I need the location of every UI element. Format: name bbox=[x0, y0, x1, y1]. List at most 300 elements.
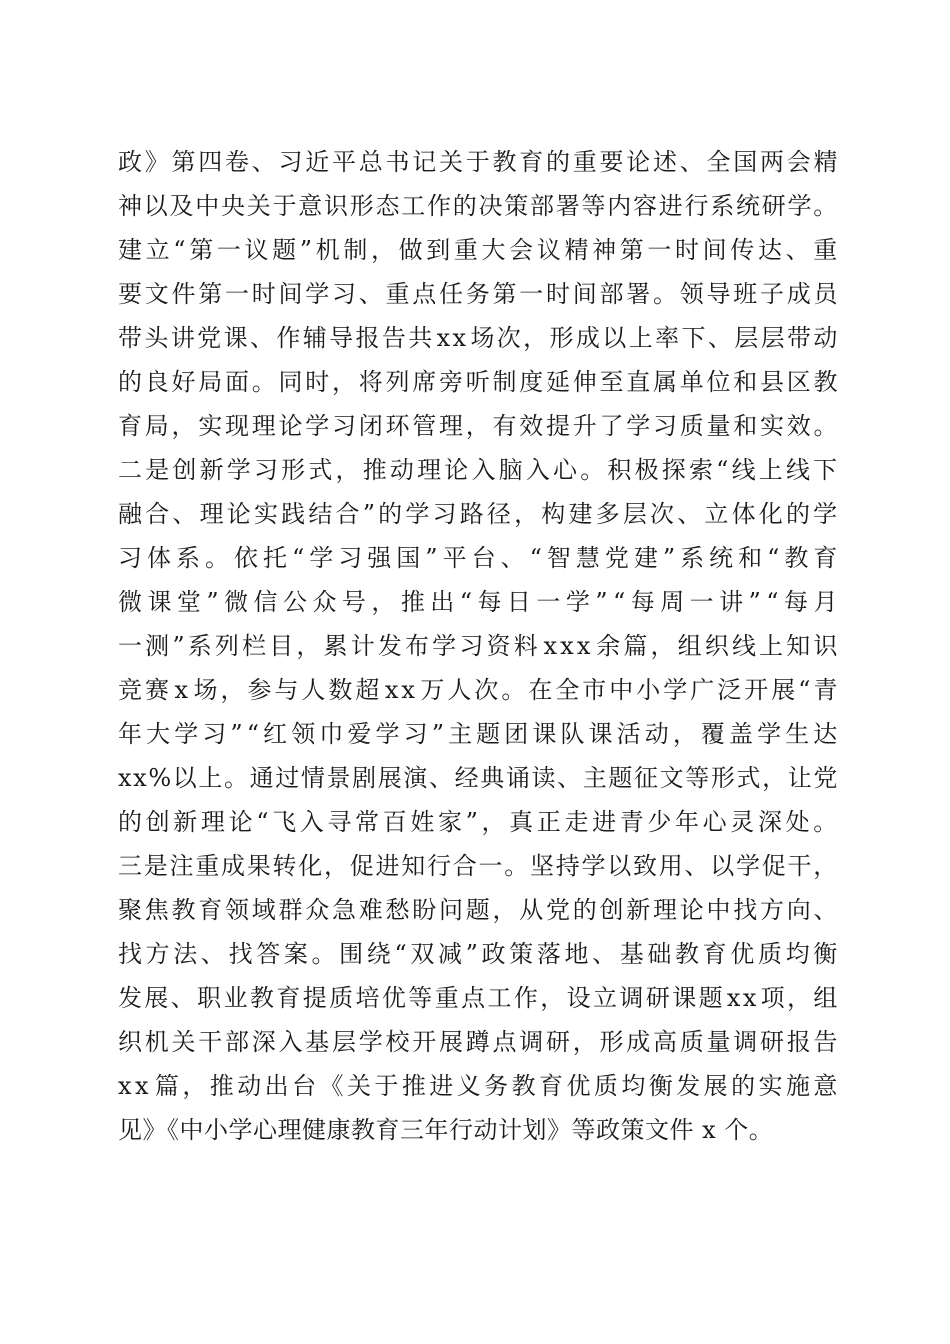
text-char: 导 bbox=[329, 324, 354, 352]
text-char: 教 bbox=[675, 940, 700, 968]
text-char: 学 bbox=[375, 720, 400, 748]
text-char: 量 bbox=[706, 1028, 731, 1056]
text-char: 的 bbox=[731, 1072, 756, 1100]
text-char: 双 bbox=[410, 940, 435, 968]
text-char: 识 bbox=[324, 192, 349, 220]
text-char: 第 bbox=[171, 148, 196, 176]
text-char: 一 bbox=[118, 632, 143, 660]
text-char: 索 bbox=[688, 456, 714, 484]
text-char: 动 bbox=[389, 456, 415, 484]
text-char: 大 bbox=[481, 236, 507, 264]
text-char: 育 bbox=[276, 984, 301, 1012]
text-char: 进 bbox=[375, 852, 400, 880]
text-char: 质 bbox=[679, 412, 705, 440]
text-char: 署 bbox=[555, 192, 581, 220]
text-char: x bbox=[436, 324, 451, 352]
text-char: 系 bbox=[710, 192, 735, 220]
text-char: 用 bbox=[658, 852, 684, 880]
text-char: 化 bbox=[298, 852, 323, 880]
text-char: 员 bbox=[813, 280, 838, 308]
text-char: 习 bbox=[403, 720, 429, 748]
text-char: 卷 bbox=[225, 148, 250, 176]
text-char: 减 bbox=[437, 940, 463, 968]
text-char: 入 bbox=[299, 808, 325, 836]
text-char: 义 bbox=[456, 1072, 482, 1100]
text-char: 合 bbox=[452, 852, 478, 880]
text-char: 政 bbox=[481, 940, 507, 968]
text-char: 地 bbox=[564, 940, 589, 968]
text-char: 转 bbox=[272, 852, 297, 880]
text-char: 少 bbox=[647, 808, 672, 836]
text-char: 经 bbox=[454, 764, 480, 792]
text-line bbox=[118, 932, 838, 976]
text-char: 次 bbox=[474, 676, 499, 704]
text-char: 下 bbox=[681, 324, 706, 352]
text-char: 讲 bbox=[170, 324, 196, 352]
text-char: 景 bbox=[326, 764, 352, 792]
text-char: 等 bbox=[581, 192, 606, 220]
text-char: 、 bbox=[677, 500, 702, 528]
text-char: 理 bbox=[199, 500, 225, 528]
text-char: 入 bbox=[278, 1028, 303, 1056]
text-char: 、 bbox=[429, 764, 454, 792]
text-char: 时 bbox=[675, 236, 700, 264]
text-char: 论 bbox=[278, 412, 303, 440]
text-char: 题 bbox=[465, 896, 491, 924]
text-char: ， bbox=[762, 764, 787, 792]
text-char: 告 bbox=[381, 324, 407, 352]
text-char: 政 bbox=[118, 148, 143, 176]
text-char: 习 bbox=[332, 412, 357, 440]
text-char: 中 bbox=[706, 896, 731, 924]
text-char: “ bbox=[173, 236, 187, 264]
text-char: 优 bbox=[566, 1072, 591, 1100]
text-char: ” bbox=[206, 588, 220, 616]
text-char: 践 bbox=[281, 500, 306, 528]
text-char: 教 bbox=[511, 1072, 537, 1100]
text-char: 的 bbox=[118, 368, 143, 396]
text-char: ” bbox=[662, 544, 676, 572]
text-char: 作 bbox=[276, 324, 301, 352]
text-char: 理 bbox=[653, 896, 678, 924]
text-char: 学 bbox=[581, 852, 606, 880]
text-char: 、 bbox=[785, 236, 811, 264]
text-char: 调 bbox=[733, 1028, 758, 1056]
text-char: 台 bbox=[471, 544, 497, 572]
text-char: 》 bbox=[144, 148, 170, 176]
text-char: 方 bbox=[760, 896, 785, 924]
text-char: 关 bbox=[439, 148, 464, 176]
text-char: 聚 bbox=[118, 896, 143, 924]
text-char: 论 bbox=[444, 456, 469, 484]
text-char: 教 bbox=[249, 984, 275, 1012]
text-char: x bbox=[118, 764, 133, 792]
text-char: 积 bbox=[607, 456, 632, 484]
text-char: 落 bbox=[536, 940, 562, 968]
text-char: 近 bbox=[305, 148, 330, 176]
text-char: 神 bbox=[118, 192, 143, 220]
text-line bbox=[118, 888, 838, 932]
text-char: 习 bbox=[459, 632, 484, 660]
text-char: 、 bbox=[172, 500, 197, 528]
text-char: x bbox=[401, 676, 416, 704]
text-char: 课 bbox=[223, 324, 249, 352]
text-char: 。 bbox=[504, 852, 529, 880]
text-char: 群 bbox=[278, 896, 303, 924]
text-char: 教 bbox=[492, 148, 517, 176]
text-char: 上 bbox=[198, 764, 223, 792]
text-char: 篇 bbox=[623, 632, 648, 660]
text-char: 进 bbox=[429, 1072, 454, 1100]
text-char: 强 bbox=[367, 544, 392, 572]
text-char: 从 bbox=[519, 896, 544, 924]
text-line: 见》《中小学心理健康教育三年行动计划》等政策文件 x 个。 bbox=[118, 1116, 774, 1144]
text-char: 促 bbox=[349, 852, 375, 880]
text-char: 大 bbox=[146, 720, 171, 748]
text-char: “ bbox=[798, 676, 811, 704]
text-line bbox=[118, 448, 838, 492]
text-char: 让 bbox=[787, 764, 813, 792]
text-char: 灵 bbox=[730, 808, 755, 836]
text-char: x bbox=[576, 632, 591, 660]
text-char: 达 bbox=[757, 236, 783, 264]
text-char: 出 bbox=[264, 1072, 290, 1100]
text-char: 展 bbox=[439, 1028, 464, 1056]
text-char: 领 bbox=[679, 280, 705, 308]
text-char: 和 bbox=[733, 368, 758, 396]
text-line bbox=[118, 140, 838, 184]
text-char: 融 bbox=[118, 500, 143, 528]
text-char: “ bbox=[613, 588, 626, 616]
text-char: 与 bbox=[274, 676, 299, 704]
text-char: 部 bbox=[599, 280, 624, 308]
text-char: 报 bbox=[786, 1028, 812, 1056]
text-char: 理 bbox=[439, 412, 464, 440]
text-char: 学 bbox=[305, 280, 330, 308]
text-char: x bbox=[384, 676, 399, 704]
text-char: 署 bbox=[626, 280, 651, 308]
text-char: ” bbox=[595, 588, 609, 616]
text-char: 述 bbox=[653, 148, 678, 176]
text-char: 行 bbox=[427, 852, 452, 880]
text-char: 项 bbox=[760, 984, 786, 1012]
text-char: 育 bbox=[519, 148, 544, 176]
text-char: 作 bbox=[513, 984, 539, 1012]
text-char: 子 bbox=[760, 280, 785, 308]
text-char: 托 bbox=[263, 544, 288, 572]
text-char: 的 bbox=[546, 148, 571, 176]
text-char: 构 bbox=[541, 500, 566, 528]
text-char: 公 bbox=[283, 588, 308, 616]
text-char: 习 bbox=[202, 720, 227, 748]
text-char: ， bbox=[465, 412, 491, 440]
text-char: 、 bbox=[249, 324, 275, 352]
text-char: “ bbox=[292, 544, 305, 572]
text-char: 调 bbox=[519, 1028, 544, 1056]
text-char: 以 bbox=[607, 852, 632, 880]
text-line bbox=[118, 536, 838, 580]
text-char: 径 bbox=[486, 500, 512, 528]
text-char: 学 bbox=[813, 500, 838, 528]
text-char: 依 bbox=[234, 544, 259, 572]
text-char: 脑 bbox=[498, 456, 524, 484]
text-char: 三 bbox=[118, 852, 143, 880]
text-char: 关 bbox=[171, 1028, 196, 1056]
text-char: 学 bbox=[565, 588, 591, 616]
text-char: 同 bbox=[278, 368, 303, 396]
text-char: 区 bbox=[786, 368, 812, 396]
text-char: 红 bbox=[263, 720, 288, 748]
text-char: 提 bbox=[302, 984, 328, 1012]
text-char: 征 bbox=[634, 764, 659, 792]
text-char: ， bbox=[332, 368, 357, 396]
text-char: 优 bbox=[730, 940, 755, 968]
text-char: x bbox=[742, 984, 757, 1012]
text-char: 统 bbox=[736, 192, 761, 220]
text-char: 青 bbox=[619, 808, 645, 836]
text-char: 上 bbox=[759, 632, 784, 660]
text-char: 深 bbox=[757, 808, 783, 836]
text-char: 体 bbox=[147, 544, 172, 572]
text-char: 系 bbox=[187, 632, 213, 660]
text-char: 场 bbox=[193, 676, 218, 704]
text-char: 等 bbox=[685, 764, 710, 792]
text-char: 效 bbox=[519, 412, 544, 440]
text-char: 党 bbox=[604, 544, 630, 572]
text-char: 带 bbox=[118, 324, 143, 352]
text-char: 重 bbox=[813, 236, 838, 264]
text-char: 、 bbox=[684, 852, 709, 880]
text-char: 。 bbox=[205, 544, 230, 572]
text-char: x bbox=[726, 984, 741, 1012]
text-char: “ bbox=[459, 588, 473, 616]
text-char: 施 bbox=[785, 1072, 811, 1100]
text-char: 点 bbox=[461, 984, 486, 1012]
text-char: 学 bbox=[309, 544, 334, 572]
text-char: 周 bbox=[660, 588, 685, 616]
text-char: 研 bbox=[760, 1028, 785, 1056]
text-char: 率 bbox=[655, 324, 680, 352]
text-char: 书 bbox=[385, 148, 410, 176]
text-char: 质 bbox=[679, 1028, 705, 1056]
text-char: 将 bbox=[358, 368, 384, 396]
text-char: 育 bbox=[539, 1072, 564, 1100]
text-char: 百 bbox=[382, 808, 408, 836]
text-char: 调 bbox=[619, 984, 644, 1012]
text-char: 一 bbox=[216, 236, 242, 264]
text-char: 果 bbox=[246, 852, 272, 880]
text-char: “ bbox=[766, 588, 780, 616]
text-line bbox=[118, 668, 838, 712]
text-char: ， bbox=[220, 676, 245, 704]
text-char: 式 bbox=[308, 456, 333, 484]
text-char: 上 bbox=[758, 456, 784, 484]
text-char: 于 bbox=[272, 192, 297, 220]
text-char: 竞 bbox=[118, 676, 143, 704]
text-char: 主 bbox=[448, 720, 473, 748]
text-char: 目 bbox=[269, 632, 294, 660]
text-char: 进 bbox=[658, 192, 684, 220]
text-char: 开 bbox=[744, 676, 769, 704]
text-char: 《 bbox=[319, 1072, 345, 1100]
text-char: 台 bbox=[292, 1072, 317, 1100]
text-char: 找 bbox=[118, 940, 143, 968]
text-char: 教 bbox=[784, 544, 809, 572]
text-char: 线 bbox=[731, 456, 757, 484]
text-char: 成 bbox=[786, 280, 812, 308]
text-char: 系 bbox=[680, 544, 705, 572]
text-char: 立 bbox=[704, 500, 729, 528]
text-char: 找 bbox=[733, 896, 758, 924]
text-char: 度 bbox=[519, 368, 544, 396]
text-line bbox=[118, 1020, 838, 1064]
text-char: 形 bbox=[349, 192, 375, 220]
text-char: 作 bbox=[427, 192, 452, 220]
text-char: 干 bbox=[198, 1028, 223, 1056]
text-char: 间 bbox=[278, 280, 303, 308]
text-char: 慧 bbox=[575, 544, 601, 572]
text-char: 高 bbox=[653, 1028, 678, 1056]
text-char: 重 bbox=[453, 236, 479, 264]
text-char: 议 bbox=[244, 236, 269, 264]
text-char: 课 bbox=[147, 588, 172, 616]
text-char: 飞 bbox=[272, 808, 297, 836]
text-char: 次 bbox=[650, 500, 675, 528]
text-char: 场 bbox=[470, 324, 495, 352]
text-char: 导 bbox=[706, 280, 731, 308]
text-char: 现 bbox=[225, 412, 250, 440]
text-char: 研 bbox=[546, 1028, 571, 1056]
text-char: 计 bbox=[350, 632, 376, 660]
text-char: 论 bbox=[228, 808, 254, 836]
text-char: 微 bbox=[224, 588, 249, 616]
text-char: 闭 bbox=[358, 412, 384, 440]
text-char: 展 bbox=[703, 1072, 729, 1100]
text-char: 覆 bbox=[700, 720, 726, 748]
text-char: 向 bbox=[786, 896, 812, 924]
text-char: 找 bbox=[228, 940, 254, 968]
text-char: x bbox=[174, 676, 189, 704]
text-char: 新 bbox=[626, 896, 651, 924]
text-char: 。 bbox=[501, 676, 526, 704]
text-char: 号 bbox=[341, 588, 367, 616]
text-char: 发 bbox=[377, 632, 403, 660]
text-char: 诵 bbox=[505, 764, 531, 792]
text-char: 正 bbox=[536, 808, 562, 836]
text-char: 展 bbox=[377, 764, 403, 792]
text-char: 题 bbox=[272, 236, 297, 264]
text-char: ” bbox=[465, 808, 479, 836]
text-char: 校 bbox=[385, 1028, 410, 1056]
text-line bbox=[118, 360, 838, 404]
text-char: 四 bbox=[198, 148, 223, 176]
text-char: 旁 bbox=[439, 368, 464, 396]
text-char: 人 bbox=[301, 676, 326, 704]
text-char: 过 bbox=[275, 764, 300, 792]
text-char: 众 bbox=[312, 588, 337, 616]
text-char: 设 bbox=[566, 984, 592, 1012]
text-char: 容 bbox=[633, 192, 658, 220]
text-char: ， bbox=[370, 236, 396, 264]
text-char: 育 bbox=[198, 896, 223, 924]
text-char: 习 bbox=[432, 500, 458, 528]
text-char: 教 bbox=[813, 368, 838, 396]
text-char: 务 bbox=[484, 1072, 509, 1100]
text-char: 关 bbox=[246, 192, 272, 220]
text-char: 要 bbox=[118, 280, 143, 308]
text-char: “ bbox=[394, 940, 408, 968]
text-char: 点 bbox=[492, 1028, 517, 1056]
text-char: 超 bbox=[355, 676, 380, 704]
text-char: 线 bbox=[731, 632, 757, 660]
text-char: 课 bbox=[588, 720, 614, 748]
text-char: x bbox=[560, 632, 575, 660]
text-char: 重 bbox=[434, 984, 460, 1012]
text-char: 列 bbox=[214, 632, 240, 660]
text-char: 推 bbox=[209, 1072, 235, 1100]
text-char: 础 bbox=[647, 940, 672, 968]
text-char: 入 bbox=[525, 456, 551, 484]
text-char: 等 bbox=[408, 984, 433, 1012]
text-char: 理 bbox=[200, 808, 226, 836]
text-line bbox=[118, 272, 838, 316]
text-char: ， bbox=[492, 896, 517, 924]
text-char: x bbox=[452, 324, 467, 352]
text-char: 每 bbox=[477, 588, 502, 616]
text-char: 下 bbox=[813, 456, 838, 484]
text-char: 线 bbox=[785, 456, 811, 484]
text-char: 第 bbox=[198, 280, 223, 308]
text-char: 合 bbox=[145, 500, 170, 528]
text-line bbox=[118, 492, 838, 536]
text-char: 神 bbox=[592, 236, 617, 264]
text-char: 衡 bbox=[648, 1072, 674, 1100]
text-char: 人 bbox=[447, 676, 472, 704]
text-char: 。 bbox=[653, 280, 678, 308]
text-char: 。 bbox=[311, 940, 336, 968]
text-char: 形 bbox=[710, 764, 736, 792]
text-char: 内 bbox=[607, 192, 632, 220]
text-char: 学 bbox=[405, 500, 430, 528]
text-char: ， bbox=[672, 720, 698, 748]
text-char: 的 bbox=[378, 500, 403, 528]
text-char: 习 bbox=[653, 412, 678, 440]
text-char: 化 bbox=[758, 500, 784, 528]
text-char: 题 bbox=[698, 984, 724, 1012]
text-char: 料 bbox=[513, 632, 539, 660]
text-char: 入 bbox=[471, 456, 496, 484]
text-char: 日 bbox=[506, 588, 532, 616]
text-char: 结 bbox=[308, 500, 333, 528]
text-char: 微 bbox=[118, 588, 143, 616]
text-char: 实 bbox=[758, 1072, 784, 1100]
text-char: 学 bbox=[432, 632, 457, 660]
text-char: 重 bbox=[572, 148, 598, 176]
text-char: 共 bbox=[408, 324, 433, 352]
text-char: 系 bbox=[176, 544, 201, 572]
text-char: 。 bbox=[813, 192, 838, 220]
text-line bbox=[118, 800, 838, 844]
text-char: 主 bbox=[582, 764, 608, 792]
text-char: 于 bbox=[374, 1072, 399, 1100]
text-char: 学 bbox=[757, 720, 782, 748]
text-char: 、 bbox=[170, 984, 196, 1012]
text-char: 质 bbox=[757, 940, 783, 968]
text-char: 创 bbox=[145, 808, 171, 836]
text-char: ” bbox=[748, 588, 762, 616]
text-char: 效 bbox=[786, 412, 812, 440]
text-char: 盖 bbox=[729, 720, 754, 748]
